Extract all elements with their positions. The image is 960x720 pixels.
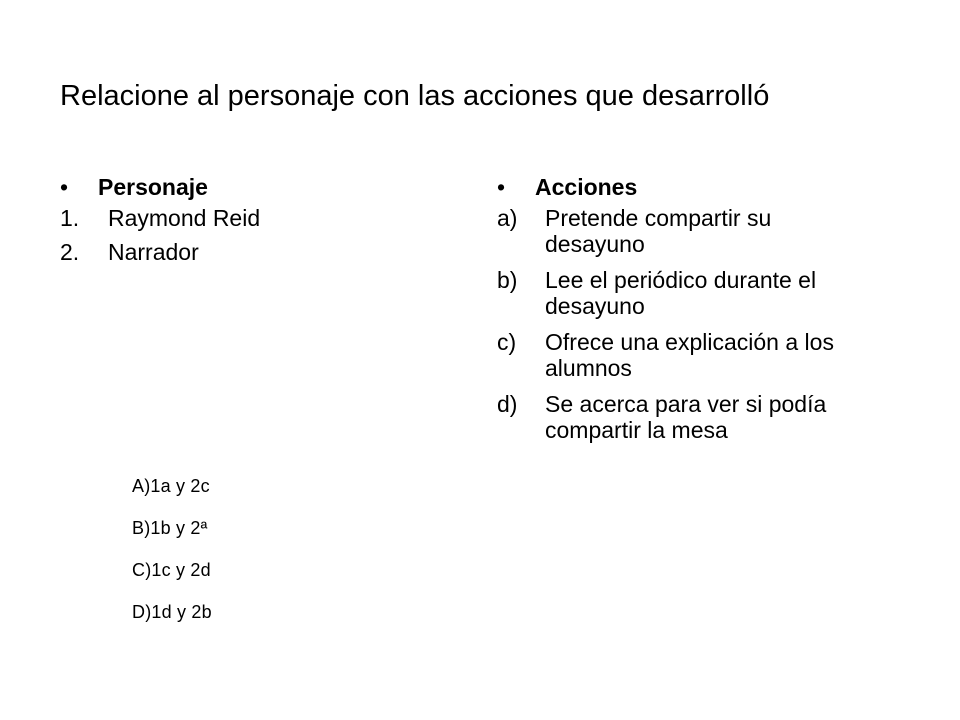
answer-option-d: D)1d y 2b — [132, 602, 212, 622]
accion-text: Se acerca para ver si podía compartir la mesa — [545, 391, 827, 443]
answer-option-b: B)1b y 2ª — [132, 518, 208, 538]
acciones-heading: Acciones — [535, 174, 638, 200]
accion-text: Pretende compartir su desayuno — [545, 205, 772, 257]
personaje-heading-row — [60, 172, 440, 203]
accion-item — [497, 265, 877, 319]
personaje-item — [60, 237, 440, 268]
accion-item — [497, 203, 877, 257]
personaje-item — [60, 203, 440, 234]
personaje-heading: Personaje — [98, 174, 208, 200]
accion-text: Lee el periódico durante el desayuno — [545, 267, 817, 319]
accion-item — [497, 327, 877, 381]
bullet-marker: • — [497, 174, 506, 200]
acciones-heading-row — [497, 172, 877, 203]
answer-option-c: C)1c y 2d — [132, 560, 211, 580]
personaje-name: Narrador — [108, 239, 199, 265]
answer-options — [132, 472, 212, 640]
item-letter: b) — [497, 267, 518, 293]
item-number: 2. — [60, 239, 80, 265]
personaje-column — [60, 172, 440, 271]
bullet-marker: • — [60, 174, 69, 200]
accion-text: Ofrece una explicación a los alumnos — [545, 329, 834, 381]
acciones-column — [497, 172, 877, 451]
answer-option-a: A)1a y 2c — [132, 476, 210, 496]
item-letter: a) — [497, 205, 518, 231]
slide-title: Relacione al personaje con las acciones que desarrolló — [60, 80, 770, 112]
item-letter: c) — [497, 329, 517, 355]
item-letter: d) — [497, 391, 518, 417]
item-number: 1. — [60, 205, 80, 231]
accion-item — [497, 389, 877, 443]
personaje-name: Raymond Reid — [108, 205, 261, 231]
